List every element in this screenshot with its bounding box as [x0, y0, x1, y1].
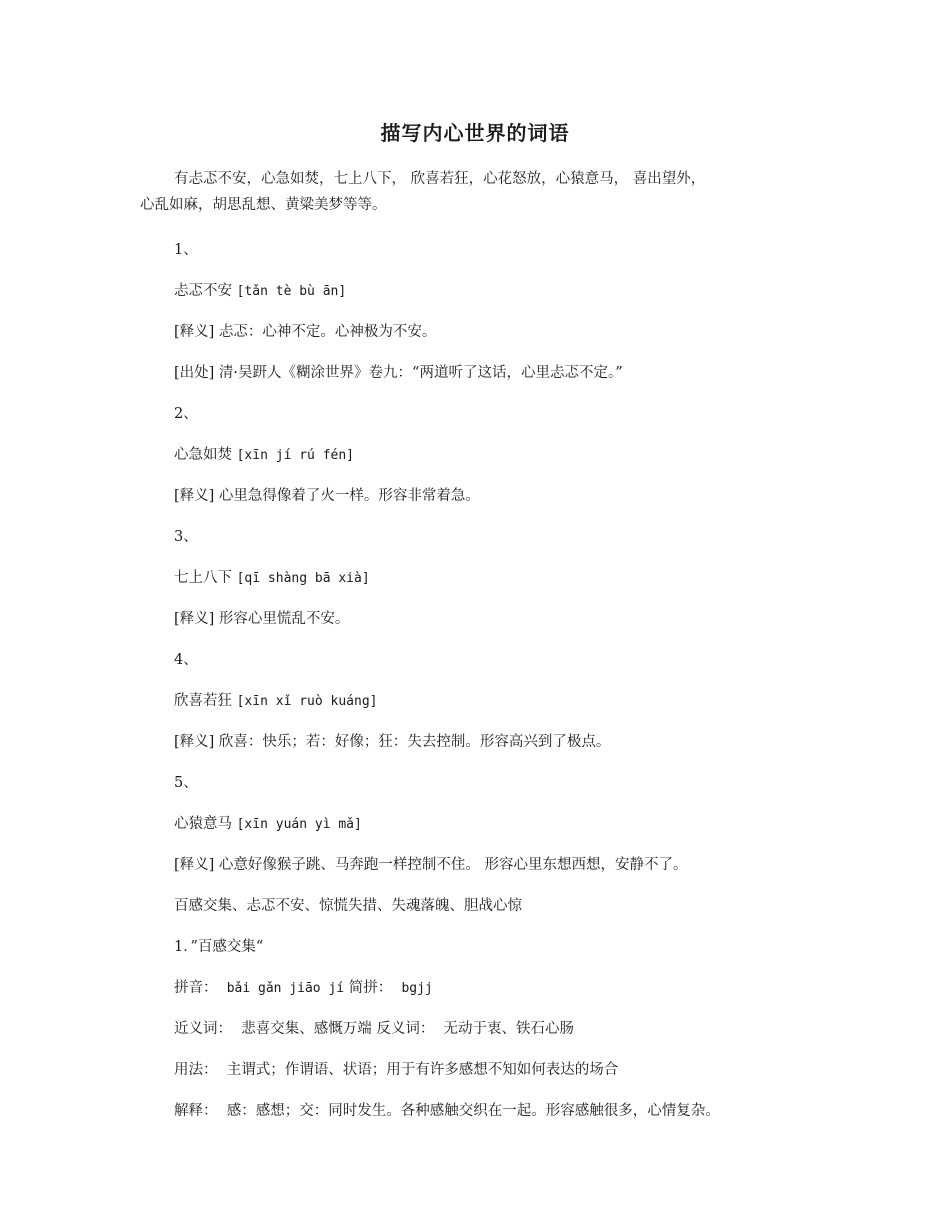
antonym-label: 反义词：: [376, 1021, 435, 1037]
entry-pinyin: [xīn xǐ ruò kuáng]: [236, 694, 378, 709]
entry-number: 1、: [174, 242, 198, 258]
usage-value: 主谓式；作谓语、状语；用于有许多感想不知如何表达的场合: [226, 1062, 619, 1078]
antonym-value: 无动于衷、铁石心肠: [443, 1021, 575, 1037]
entry-pinyin: [xīn yuán yì mǎ]: [236, 817, 362, 832]
short-pinyin-value: bgjj: [401, 981, 433, 996]
pinyin-value: bǎi gǎn jiāo jí: [226, 981, 345, 996]
entry-pinyin: [xīn jí rú fén]: [236, 448, 355, 463]
intro-paragraph: [140, 166, 830, 218]
usage-label: 用法：: [174, 1062, 218, 1078]
entry-headword: [174, 804, 874, 845]
entry-number: 3、: [174, 529, 198, 545]
entry-number: 4、: [174, 652, 198, 668]
detail-synonym-line: [174, 1009, 874, 1050]
entry-pinyin: [qī shàng bā xià]: [236, 571, 370, 586]
entry-definition: [释义] 忐忑：心神不定。心神极为不安。: [174, 324, 437, 340]
entry-definition: [释义] 欣喜：快乐；若：好像；狂：失去控制。形容高兴到了极点。: [174, 734, 611, 750]
entry-word: 心急如焚: [174, 447, 232, 463]
entry-word: 心猿意马: [174, 816, 232, 832]
entry-word: 忐忑不安: [174, 283, 232, 299]
entry-definition: [释义] 心里急得像着了火一样。形容非常着急。: [174, 488, 480, 504]
entry-headword: [174, 271, 874, 312]
entry-word: 欣喜若狂: [174, 693, 232, 709]
short-pinyin-label: 简拼：: [348, 980, 393, 996]
entry-number: 5、: [174, 775, 198, 791]
entries-list: [174, 230, 874, 1132]
detail-usage-line: [174, 1050, 874, 1091]
page-title: 描写内心世界的词语: [380, 121, 570, 145]
detail-meaning-line: [174, 1091, 874, 1132]
intro-line: 有忐忑不安，心急如焚，七上八下， 欣喜若狂，心花怒放，心猿意马， 喜出望外，: [174, 171, 706, 187]
entry-number: 2、: [174, 406, 198, 422]
entry-headword: [174, 435, 874, 476]
entry-definition: [释义] 心意好像猴子跳、马奔跑一样控制不住。 形容心里东想西想，安静不了。: [174, 857, 688, 873]
meaning-value: 感：感想；交：同时发生。各种感触交织在一起。形容感触很多，心情复杂。: [226, 1103, 720, 1119]
detail-pinyin-line: [174, 968, 874, 1009]
word-list-line: 百感交集、忐忑不安、惊慌失措、失魂落魄、胆战心惊: [174, 898, 522, 914]
pinyin-label: 拼音：: [174, 980, 218, 996]
detail-heading: 1．”百感交集“: [174, 939, 264, 955]
entry-headword: [174, 558, 874, 599]
entry-source: [出处] 清·吴趼人《糊涂世界》卷九：“两道听了这话，心里忐忑不定。”: [174, 365, 623, 381]
entry-headword: [174, 681, 874, 722]
synonym-value: 悲喜交集、感慨万端: [241, 1021, 372, 1037]
entry-definition: [释义] 形容心里慌乱不安。: [174, 611, 350, 627]
meaning-label: 解释：: [174, 1103, 218, 1119]
intro-line: 心乱如麻，胡思乱想、黄粱美梦等等。: [140, 197, 387, 213]
entry-word: 七上八下: [174, 570, 232, 586]
synonym-label: 近义词：: [174, 1021, 232, 1037]
entry-pinyin: [tǎn tè bù ān]: [236, 284, 347, 299]
